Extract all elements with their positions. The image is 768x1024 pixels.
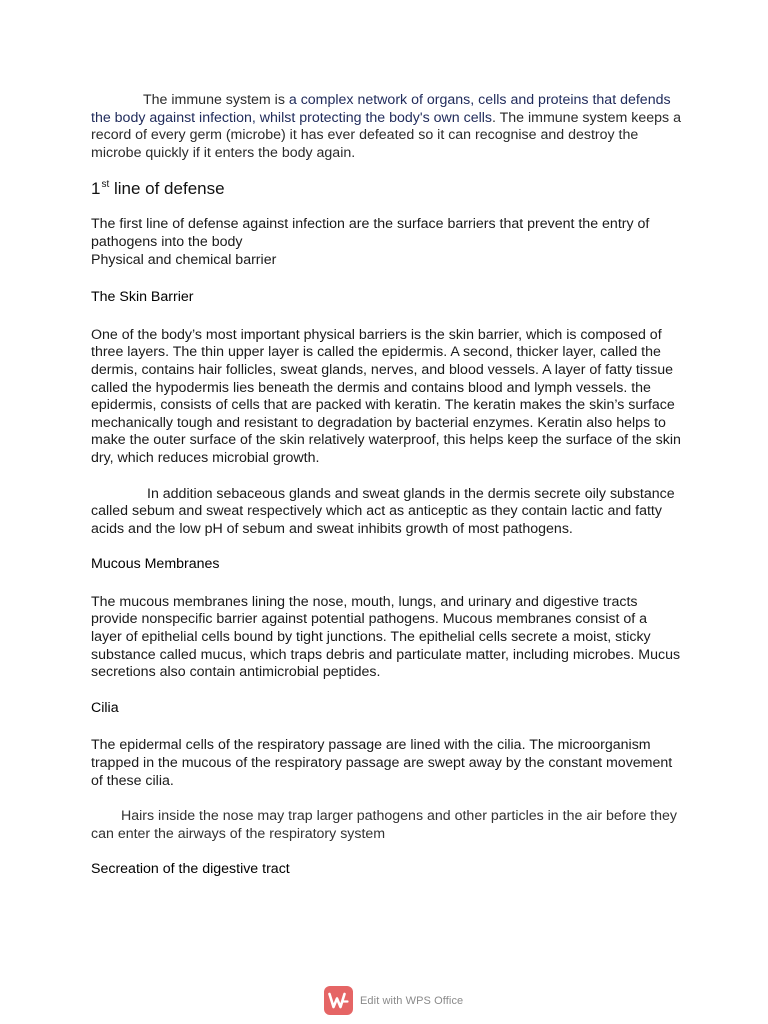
first-line-subline: Physical and chemical barrier: [91, 251, 277, 268]
mucous-paragraph: The mucous membranes lining the nose, mouth, lungs, and urinary and digestive tracts provide nonspecific barrier against potential pathogens. Mucous membranes consist of a layer of epithelial cells bound by tight junctions. The epithelial cells secrete a moist, sticky substance called mucus, which traps debris and particulate matter, including microbes. Mucus secretions also contain antimicrobial peptides.: [91, 593, 681, 681]
intro-lead: The immune system is: [143, 92, 289, 108]
wps-edit-badge[interactable]: [324, 986, 463, 1015]
heading-number: 1: [91, 179, 101, 199]
first-line-paragraph: The first line of defense against infection are the surface barriers that prevent the entry of pathogens into the body: [91, 216, 650, 250]
digestive-heading: Secreation of the digestive tract: [91, 861, 290, 878]
wps-badge-label: Edit with WPS Office: [360, 994, 464, 1007]
heading-superscript: st: [101, 179, 110, 191]
cilia-heading: Cilia: [91, 699, 119, 716]
skin-paragraph-2: In addition sebaceous glands and sweat glands in the dermis secrete oily substance called sebum and sweat respectively which act as anticeptic as they contain lactic and fatty acids and the low pH of sebum and sweat inhibits growth of most pathogens.: [91, 485, 675, 537]
intro-highlight: a complex network of organs, cells and proteins that defends the body against infection, whilst protecting the body's own cells: [91, 92, 671, 126]
skin-paragraph-1: One of the body’s most important physical barriers is the skin barrier, which is composed of three layers. The thin upper layer is called the epidermis. A second, thicker layer, called the dermis, contains hair follicles, sweat glands, nerves, and blood vessels. A layer of fatty tissue called the hypodermis lies beneath the dermis and contains blood and lymph vessels. the epidermis, consists of cells that are packed with keratin. The keratin makes the skin’s surface mechanically tough and resistant to degradation by bacterial enzymes. Keratin also helps to make the outer surface of the skin relatively waterproof, this helps keep the surface of the skin dry, which reduces microbial growth.: [91, 326, 681, 466]
cilia-paragraph-1: The epidermal cells of the respiratory passage are lined with the cilia. The microorganism trapped in the mucous of the respiratory passage are swept away by the constant movement of these cilia.: [91, 737, 673, 789]
wps-logo-icon: [324, 986, 353, 1015]
skin-barrier-heading: The Skin Barrier: [91, 289, 194, 306]
first-line-heading: [91, 178, 681, 200]
cilia-paragraph-2: Hairs inside the nose may trap larger pathogens and other particles in the air before they can enter the airways of the respiratory system: [91, 808, 677, 842]
intro-paragraph: [91, 92, 681, 162]
mucous-heading: Mucous Membranes: [91, 556, 220, 573]
document-body: [91, 92, 681, 879]
heading-text: line of defense: [109, 179, 225, 199]
intro-rest: . The immune system keeps a record of every germ (microbe) it has ever defeated so it can recognise and destroy the microbe quickly if it enters the body again.: [91, 109, 681, 161]
